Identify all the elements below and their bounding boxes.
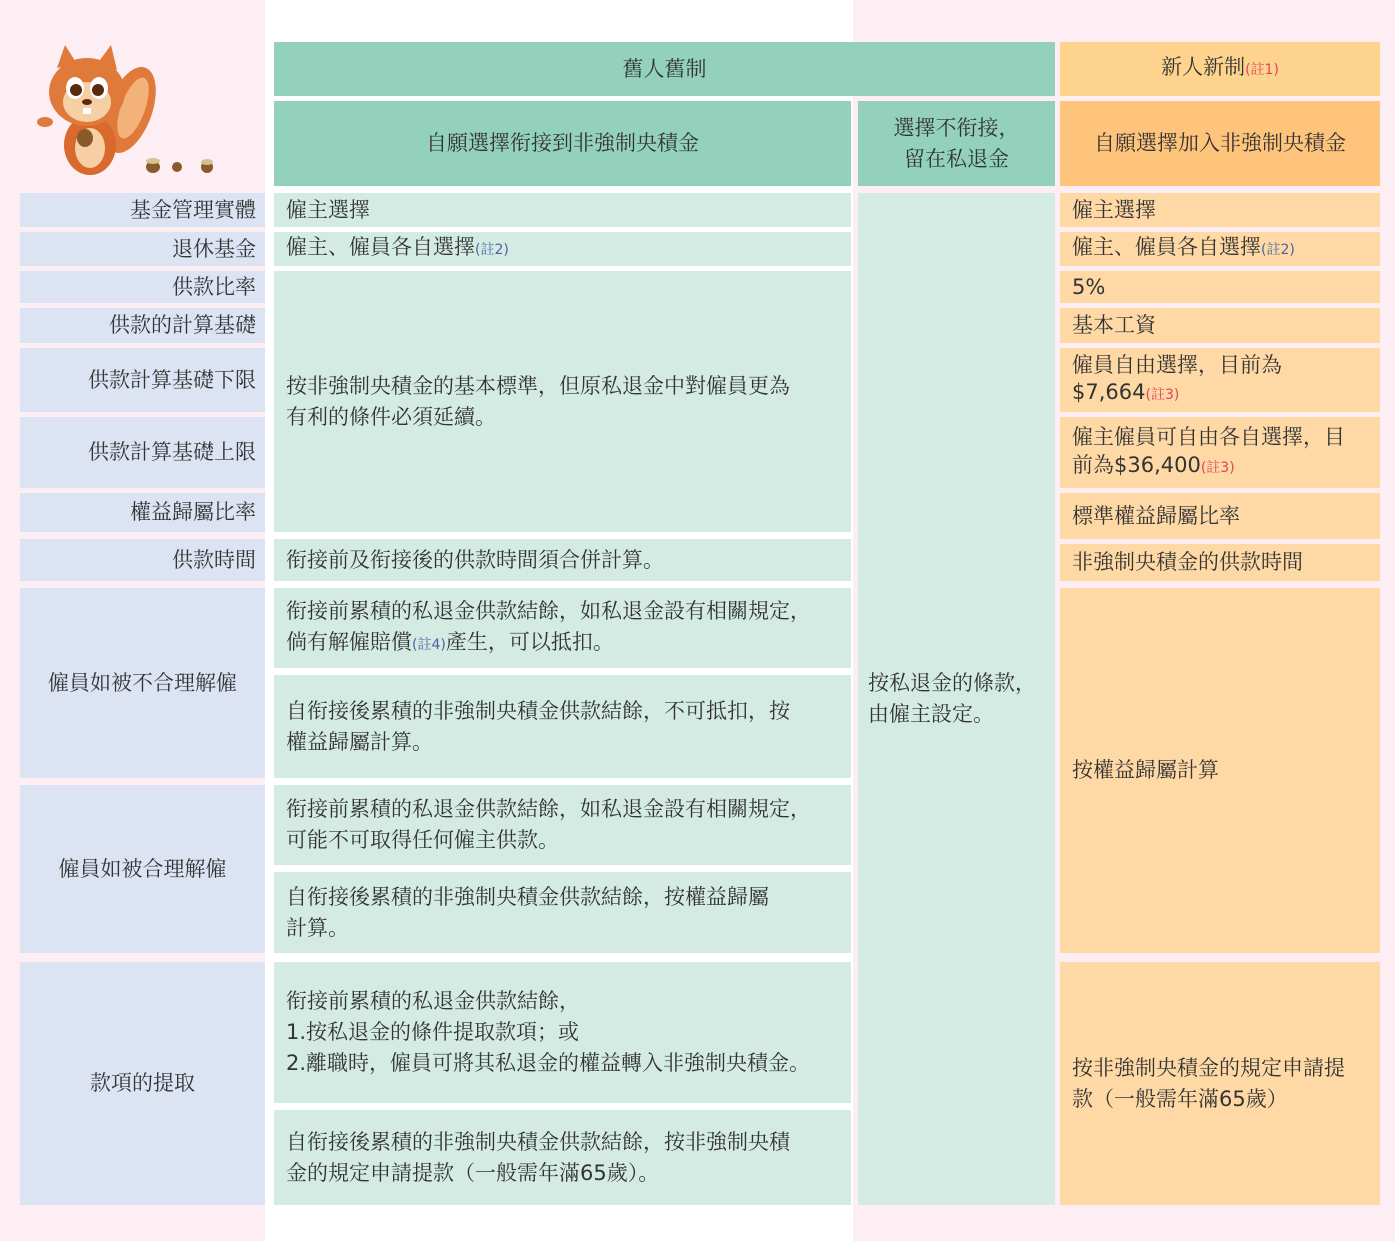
header-new-system bbox=[1060, 42, 1380, 96]
old-admin: 僱主選擇 bbox=[274, 193, 851, 227]
old-withdraw-a: 衔接前累積的私退金供款結餘， 1.按私退金的條件提取款項；或 2.離職時，僱員可將其私退金的權益轉入非強制央積金。 bbox=[274, 962, 851, 1103]
col-new-header: 自願選擇加入非強制央積金 bbox=[1060, 101, 1380, 186]
header-old-system-label: 舊人舊制 bbox=[622, 56, 707, 81]
header-old-system bbox=[274, 42, 1055, 96]
new-lower: 僱員自由選擇，目前為 $7,664(註3) bbox=[1060, 348, 1380, 412]
header-new-note: (註1) bbox=[1245, 62, 1279, 78]
row-label-rate: 供款比率 bbox=[20, 271, 265, 303]
col-old-stay-header: 選擇不衔接， 留在私退金 bbox=[858, 101, 1055, 186]
new-dismissal: 按權益歸屬計算 bbox=[1060, 588, 1380, 953]
new-vesting: 標準權益歸屬比率 bbox=[1060, 493, 1380, 539]
old-merged-standards: 按非強制央積金的基本標準，但原私退金中對僱員更為 有利的條件必須延續。 bbox=[274, 271, 851, 532]
row-label-fund: 退休基金 bbox=[20, 232, 265, 266]
row-label-upper: 供款計算基礎上限 bbox=[20, 417, 265, 488]
old-unfair-a: 衔接前累積的私退金供款結餘，如私退金設有相關規定， 倘有解僱賠償(註4)產生，可以抵扣。 bbox=[274, 588, 851, 668]
row-label-admin: 基金管理實體 bbox=[20, 193, 265, 227]
header-new-system-label: 新人新制 bbox=[1161, 55, 1246, 79]
new-time: 非強制央積金的供款時間 bbox=[1060, 544, 1380, 581]
old-time: 衔接前及衔接後的供款時間須合併計算。 bbox=[274, 539, 851, 581]
new-rate: 5% bbox=[1060, 271, 1380, 303]
new-withdraw: 按非強制央積金的規定申請提 款（一般需年滿65歲） bbox=[1060, 962, 1380, 1205]
row-label-unfair: 僱員如被不合理解僱 bbox=[20, 588, 265, 778]
new-admin: 僱主選擇 bbox=[1060, 193, 1380, 227]
row-label-withdraw: 款項的提取 bbox=[20, 962, 265, 1205]
old-fair-b: 自衔接後累積的非強制央積金供款結餘，按權益歸屬 計算。 bbox=[274, 872, 851, 953]
old-fair-a: 衔接前累積的私退金供款結餘，如私退金設有相關規定， 可能不可取得任何僱主供款。 bbox=[274, 785, 851, 865]
row-label-time: 供款時間 bbox=[20, 539, 265, 581]
old-stay-all: 按私退金的條款， 由僱主設定。 bbox=[858, 193, 1055, 1205]
new-basis: 基本工資 bbox=[1060, 308, 1380, 343]
squirrel-mascot-icon bbox=[35, 40, 225, 180]
new-upper: 僱主僱員可自由各自選擇，目 前為$36,400(註3) bbox=[1060, 417, 1380, 488]
old-fund: 僱主、僱員各自選擇(註2) bbox=[274, 232, 851, 266]
row-label-basis: 供款的計算基礎 bbox=[20, 308, 265, 343]
row-label-fair: 僱員如被合理解僱 bbox=[20, 785, 265, 953]
new-fund: 僱主、僱員各自選擇(註2) bbox=[1060, 232, 1380, 266]
col-old-join-header: 自願選擇衔接到非強制央積金 bbox=[274, 101, 851, 186]
old-unfair-b: 自衔接後累積的非強制央積金供款結餘，不可抵扣，按 權益歸屬計算。 bbox=[274, 675, 851, 778]
old-withdraw-b: 自衔接後累積的非強制央積金供款結餘，按非強制央積 金的規定申請提款（一般需年滿65歲）。 bbox=[274, 1110, 851, 1205]
row-label-lower: 供款計算基礎下限 bbox=[20, 348, 265, 412]
row-label-vesting: 權益歸屬比率 bbox=[20, 493, 265, 532]
